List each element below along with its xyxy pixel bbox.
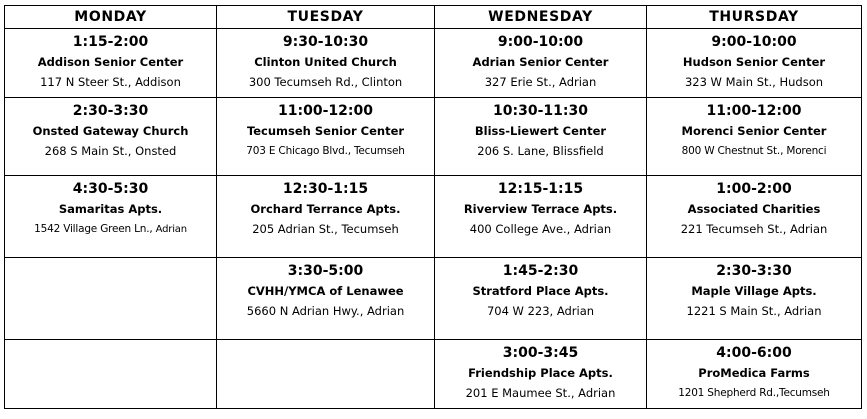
schedule-cell bbox=[217, 98, 435, 176]
schedule-row bbox=[5, 258, 862, 340]
schedule-cell bbox=[435, 176, 647, 258]
schedule-row bbox=[5, 98, 862, 176]
session-time: 3:30-5:00 bbox=[287, 263, 364, 279]
location-address: 5660 N Adrian Hwy., Adrian bbox=[246, 304, 405, 318]
session-time: 3:00-3:45 bbox=[502, 345, 579, 361]
location-address bbox=[5, 219, 216, 240]
schedule-cell bbox=[435, 29, 647, 98]
location-address: 327 Erie St., Adrian bbox=[484, 75, 597, 89]
session-time: 9:00-10:00 bbox=[711, 34, 797, 50]
session-time: 2:30-3:30 bbox=[716, 263, 792, 279]
location-name: Addison Senior Center bbox=[37, 55, 184, 69]
session-time: 4:00-6:00 bbox=[716, 345, 792, 361]
schedule-row bbox=[5, 340, 862, 409]
session-time: 10:30-11:30 bbox=[493, 103, 588, 119]
session-time: 11:00-12:00 bbox=[706, 103, 802, 119]
session-time: 1:00-2:00 bbox=[716, 181, 792, 197]
session-time: 9:00-10:00 bbox=[497, 34, 584, 50]
location-name: Samaritas Apts. bbox=[58, 202, 163, 216]
day-header-wednesday: WEDNESDAY bbox=[435, 6, 647, 29]
schedule-cell bbox=[647, 29, 862, 98]
location-address: 800 W Chestnut St., Morenci bbox=[681, 145, 827, 157]
location-name: Hudson Senior Center bbox=[682, 55, 826, 69]
location-name: Onsted Gateway Church bbox=[32, 124, 189, 138]
location-address: 206 S. Lane, Blissfield bbox=[477, 144, 604, 158]
schedule-row bbox=[5, 176, 862, 258]
location-name: ProMedica Farms bbox=[698, 366, 810, 380]
schedule-cell bbox=[647, 98, 862, 176]
schedule-cell bbox=[435, 340, 647, 409]
schedule-cell bbox=[5, 98, 217, 176]
schedule-cell bbox=[435, 98, 647, 176]
location-name: Adrian Senior Center bbox=[472, 55, 609, 69]
session-time: 11:00-12:00 bbox=[278, 103, 373, 119]
day-header-tuesday: TUESDAY bbox=[217, 6, 435, 29]
session-time: 1:45-2:30 bbox=[502, 263, 579, 279]
location-address: 268 S Main St., Onsted bbox=[44, 144, 177, 158]
location-address-city: Adrian bbox=[155, 224, 187, 235]
day-header-thursday: THURSDAY bbox=[647, 6, 862, 29]
weekly-schedule-table bbox=[4, 5, 862, 409]
location-name: Stratford Place Apts. bbox=[472, 284, 609, 298]
schedule-cell bbox=[435, 258, 647, 340]
location-address: 703 E Chicago Blvd., Tecumseh bbox=[246, 145, 405, 157]
location-address: 201 E Maumee St., Adrian bbox=[465, 386, 616, 400]
empty-schedule-cell bbox=[217, 340, 435, 409]
location-name: Clinton United Church bbox=[254, 55, 397, 69]
day-header-row bbox=[5, 6, 862, 29]
location-address: 205 Adrian St., Tecumseh bbox=[252, 222, 399, 236]
location-name: Bliss-Liewert Center bbox=[474, 124, 607, 138]
schedule-cell bbox=[217, 258, 435, 340]
location-name: Orchard Terrance Apts. bbox=[250, 202, 401, 216]
location-address: 400 College Ave., Adrian bbox=[469, 222, 612, 236]
session-time: 1:15-2:00 bbox=[72, 34, 149, 50]
location-name: Friendship Place Apts. bbox=[468, 366, 613, 380]
location-name: Associated Charities bbox=[687, 202, 821, 216]
empty-schedule-cell bbox=[5, 258, 217, 340]
location-address: 221 Tecumseh St., Adrian bbox=[680, 222, 828, 236]
day-header-monday: MONDAY bbox=[5, 6, 217, 29]
location-name: Morenci Senior Center bbox=[681, 124, 827, 138]
schedule-cell bbox=[647, 340, 862, 409]
session-time: 12:15-1:15 bbox=[497, 181, 584, 197]
session-time: 4:30-5:30 bbox=[72, 181, 149, 197]
session-time: 2:30-3:30 bbox=[72, 103, 149, 119]
session-time: 12:30-1:15 bbox=[282, 181, 369, 197]
session-time: 9:30-10:30 bbox=[282, 34, 369, 50]
location-name: CVHH/YMCA of Lenawee bbox=[247, 284, 404, 298]
schedule-cell bbox=[5, 29, 217, 98]
location-address: 300 Tecumseh Rd., Clinton bbox=[248, 75, 403, 89]
schedule-row bbox=[5, 29, 862, 98]
location-address: 704 W 223, Adrian bbox=[486, 304, 595, 318]
location-name: Maple Village Apts. bbox=[691, 284, 817, 298]
location-address: 117 N Steer St., Addison bbox=[40, 75, 181, 89]
schedule-cell bbox=[647, 258, 862, 340]
schedule-cell bbox=[217, 29, 435, 98]
location-name: Riverview Terrace Apts. bbox=[463, 202, 618, 216]
location-address: 1201 Shepherd Rd.,Tecumseh bbox=[678, 387, 830, 399]
schedule-cell bbox=[217, 176, 435, 258]
schedule-cell bbox=[5, 176, 217, 258]
location-address: 323 W Main St., Hudson bbox=[684, 75, 824, 89]
location-address-street: 1542 Village Green Ln., bbox=[34, 223, 153, 235]
location-name: Tecumseh Senior Center bbox=[246, 124, 405, 138]
location-address: 1221 S Main St., Adrian bbox=[686, 304, 822, 318]
schedule-cell bbox=[647, 176, 862, 258]
empty-schedule-cell bbox=[5, 340, 217, 409]
